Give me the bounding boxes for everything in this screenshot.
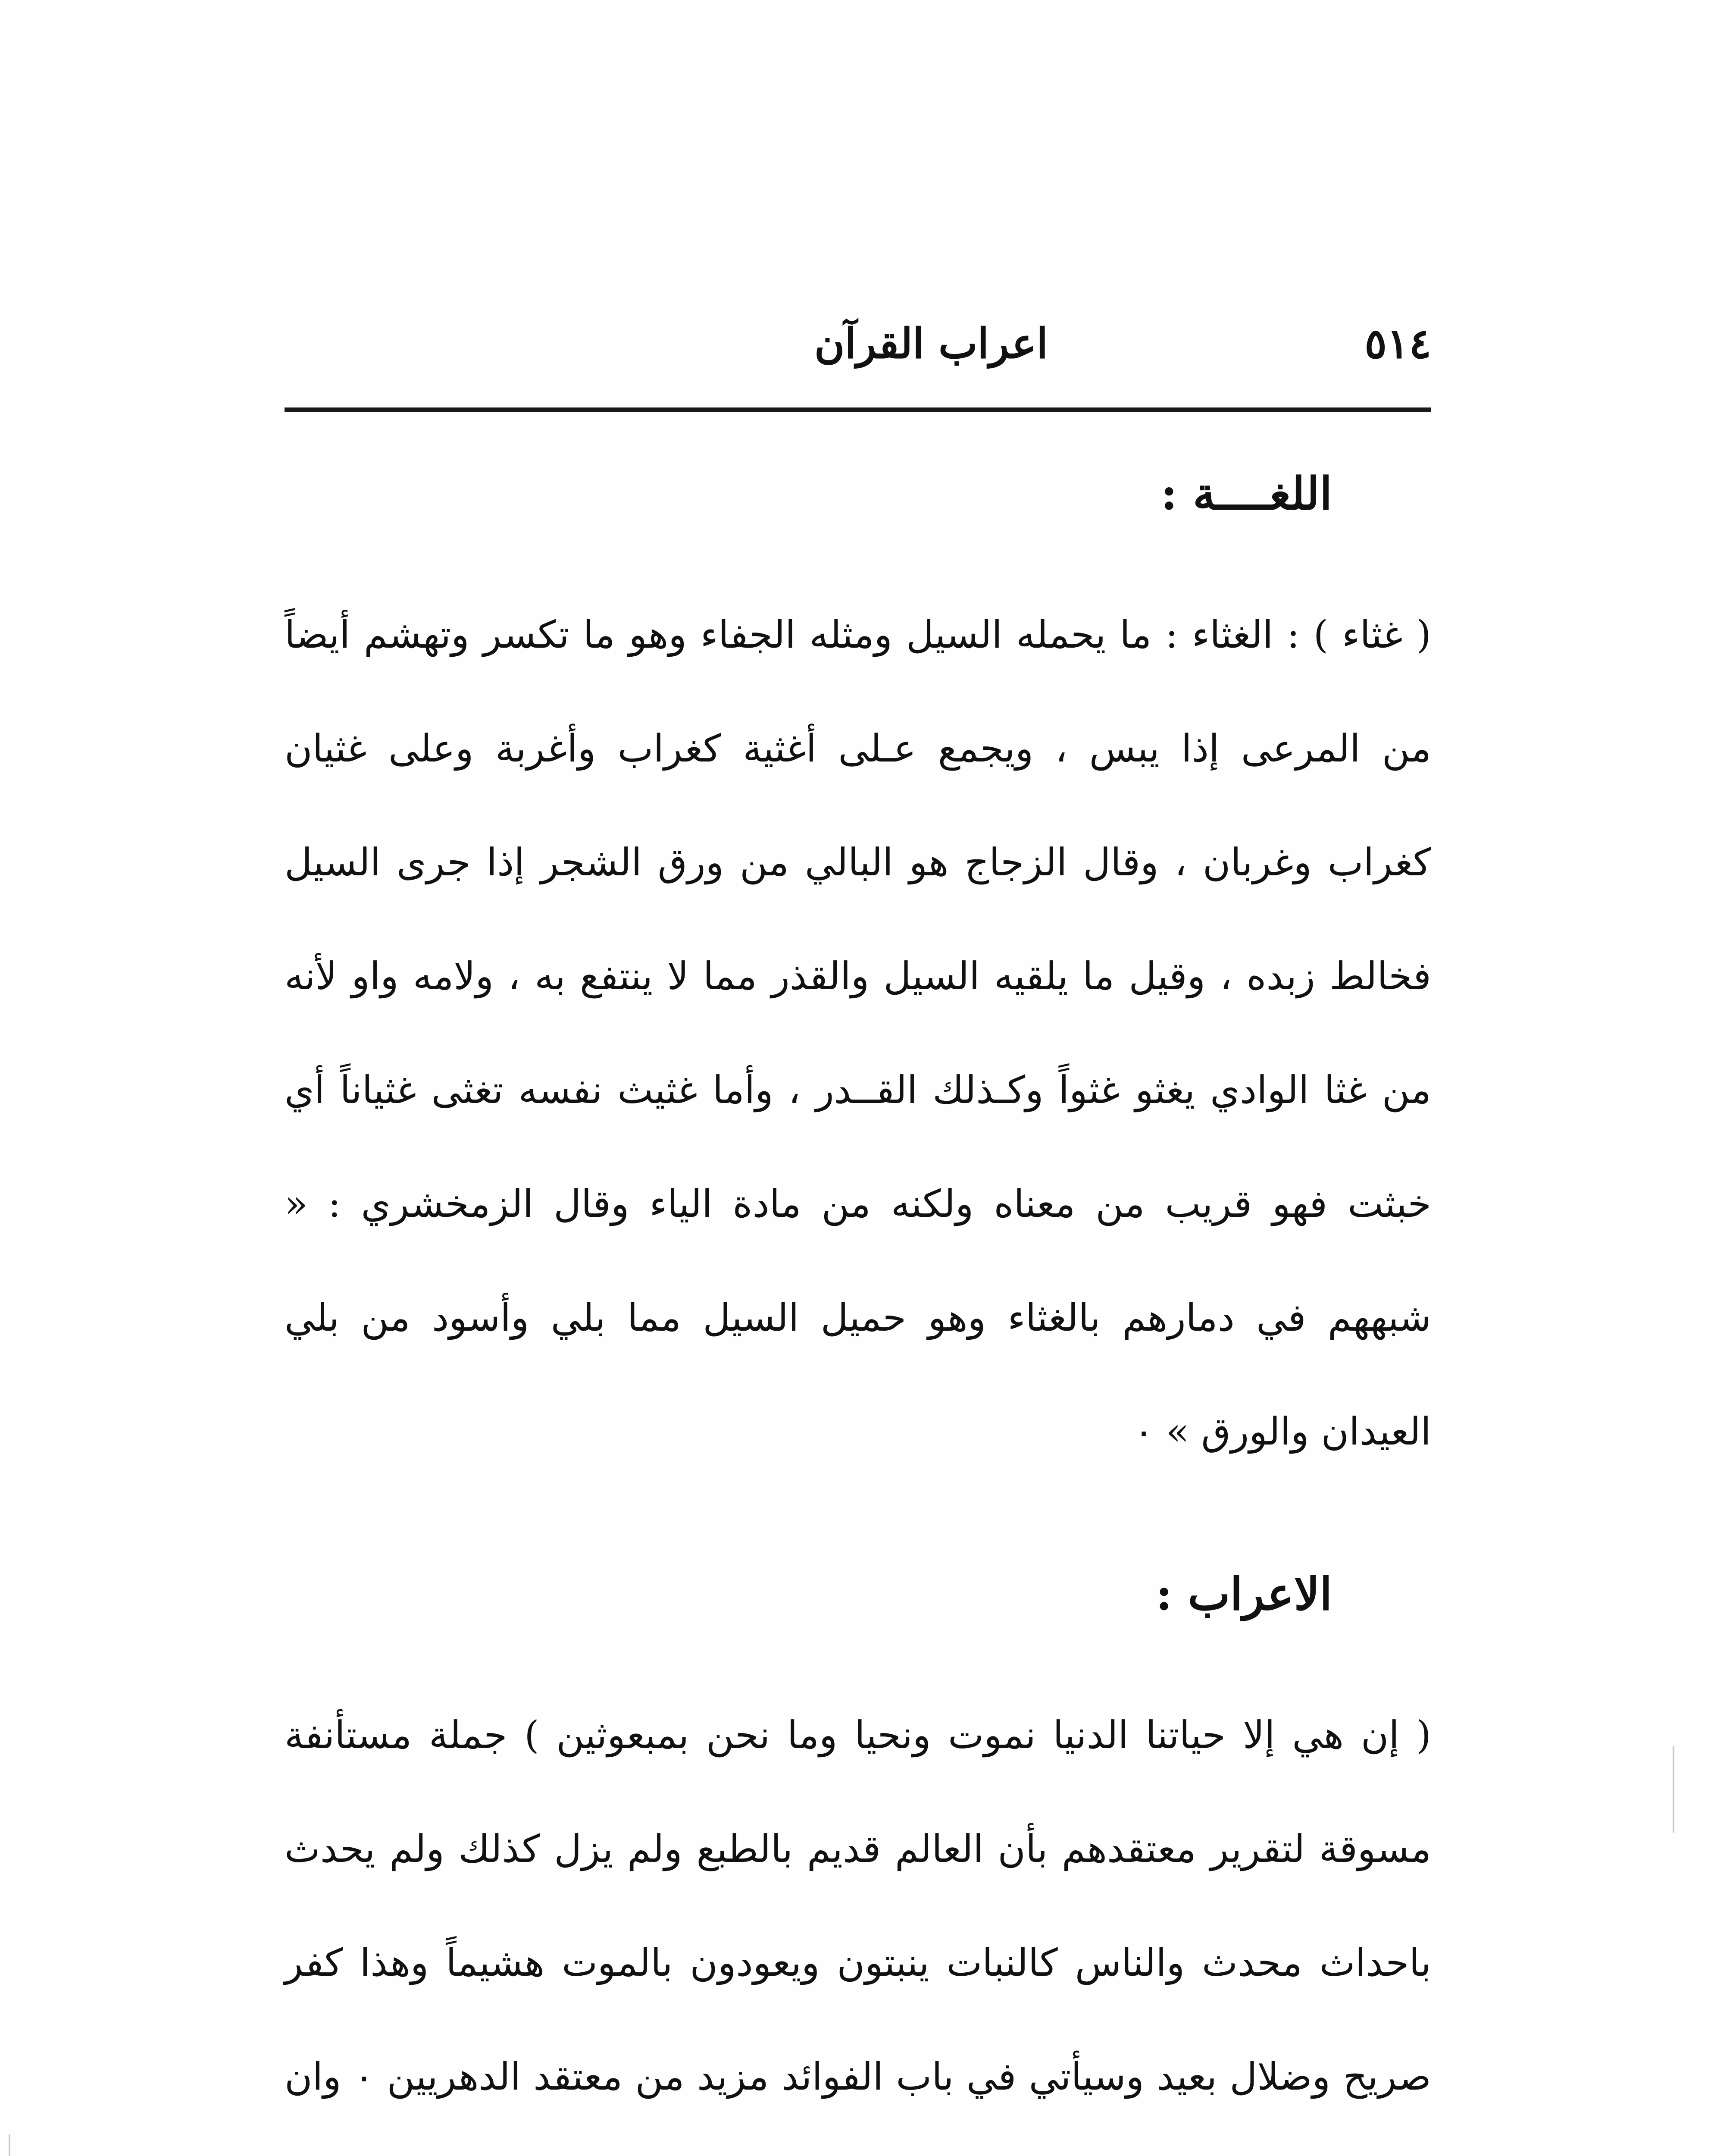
section-heading-language: اللغــــة : xyxy=(1160,467,1332,520)
running-header xyxy=(285,302,1431,401)
header-divider xyxy=(285,407,1431,412)
book-title: اعراب القرآن xyxy=(814,319,1048,368)
page-body xyxy=(285,436,1431,2156)
grammar-paragraph: ( إن هي إلا حياتنا الدنيا نموت ونحيا وما نحن بمبعوثين ) جملة مستأنفة مسوقة لتقرير معتقدهم بأن العالم قديم بالطبع ولم يزل كذلك ولم يحدث باحداث محدث والناس كالنبات ينبتون ويعودون بالموت هشيماً وهذا كفر صريح وضلال بعيد وسيأتي في باب الفوائد مزيد من معتقد الدهريين ٠ وان xyxy=(285,1713,1431,2099)
page-number: ٥١٤ xyxy=(1364,319,1431,368)
section-heading-grammar: الاعراب : xyxy=(1155,1567,1332,1620)
language-paragraph: ( غثاء ) : الغثاء : ما يحمله السيل ومثله الجفاء وهو ما تكسر وتهشم أيضاً من المرعى إذا يبس ، ويجمع عـلى أغثية كغراب وأغربة وعلى غثيان كغراب وغربان ، وقال الزجاج هو البالي من ورق الشجر إذا جرى السيل فخالط زبده ، وقيل ما يلقيه السيل والقذر مما لا ينتفع به ، ولامه واو لأنه من غثا الوادي يغثو غثواً وكـذلك القــدر ، وأما غثيث نفسه تغثى غثياناً أي خبثت فهو قريب من معناه ولكنه من مادة الياء وقال الزمخشري : « شبههم في دمارهم بالغثاء وهو حميل السيل مما بلي وأسود من بلي العيدان والورق » ٠ xyxy=(285,612,1432,1454)
scan-edge-mark xyxy=(9,2134,10,2156)
scan-edge-mark xyxy=(1673,1746,1674,1833)
